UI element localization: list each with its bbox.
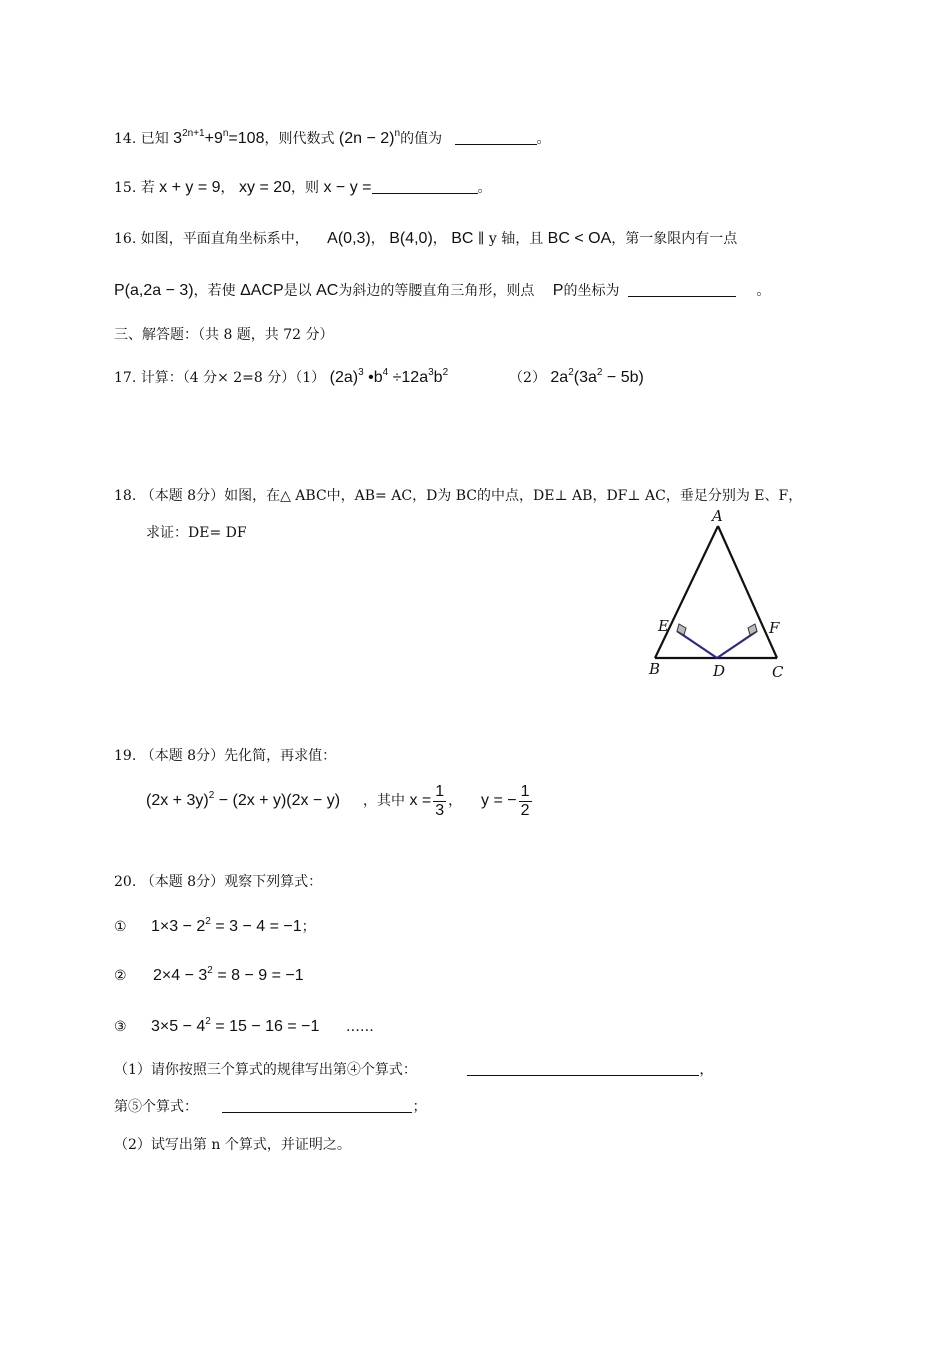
question-20-part-2: （2）试写出第 n 个算式，并证明之。 (114, 1137, 351, 1153)
question-number: 15. (114, 180, 137, 196)
question-16: 16. 如图，平面直角坐标系中， A(0,3)， B(4,0)， BC ∥ y 轴，且 BC < OA，第一象限内有一点 (114, 230, 738, 247)
label-a: A (712, 507, 723, 525)
question-14: 14. 已知 $3^{2n+1}+9^n=108$，则代数式 $(2n - 2)^n$的值为 。 (114, 128, 551, 147)
label-c: C (772, 663, 784, 681)
expression: $(2n - 2)^n$ (338, 128, 401, 147)
answer-blank[interactable] (455, 128, 537, 145)
question-number: 19. (114, 748, 137, 764)
triangle-figure (640, 500, 800, 690)
expression-1: $(2a)^3$ $•b^4 \div 12a^3b^2$ (329, 367, 449, 386)
right-angle-mark-f (748, 624, 757, 635)
question-19-expression: $(2x + 3y)^2 - (2x + y)(2x - y)$ ，其中 x = $\frac{1}{3}$ ， y = − $\frac{1}{2}$ (146, 782, 530, 819)
equation-row-3: ③ $3\times 5 - 4^2 = 15 - 16 = -1$ …… (114, 1016, 374, 1035)
question-number: 17. (114, 370, 137, 386)
question-18: 18. （本题 8分）如图，在△ ABC中，AB= AC，D为 BC的中点，DE⊥ AB，DF⊥ AC，垂足分别为 E、F， (114, 488, 803, 504)
label-b: B (649, 660, 661, 678)
question-number: 18. (114, 488, 137, 504)
answer-blank[interactable] (628, 280, 736, 297)
expression-2: $2a^2(3a^2 - 5b)$ (550, 367, 644, 386)
answer-blank-5[interactable] (222, 1096, 412, 1113)
question-16-continued: P(a,2a − 3)，若使 ΔACP是以 AC为斜边的等腰直角三角形，则点 P的坐标为 。 (114, 282, 771, 299)
question-19: 19. （本题 8分）先化简，再求值： (114, 748, 337, 764)
question-number: 20. (114, 874, 137, 890)
fraction-x: $\frac{1}{3}$ (435, 782, 445, 819)
label-f: F (769, 619, 780, 637)
question-18-prove: 求证：DE= DF (146, 525, 247, 541)
expression: $3^{2n+1}+9^n=108$ (173, 128, 265, 147)
label-e: E (658, 617, 669, 635)
fraction-y: $\frac{1}{2}$ (520, 782, 530, 819)
question-20: 20. （本题 8分）观察下列算式： (114, 874, 323, 890)
question-20-part-1b: 第⑤个算式： ； (114, 1096, 426, 1118)
answer-blank-4[interactable] (467, 1059, 699, 1076)
segment-de (677, 631, 717, 658)
equation-row-2: ② $2\times 4 - 3^2 = 8 - 9 = -1$ (114, 965, 304, 984)
question-17: 17. 计算：（4 分× 2=8 分）（1） $(2a)^3$ $•b^4 \div 12a^3b^2$ （2） $2a^2(3a^2 - 5b)$ (114, 367, 644, 386)
question-15: 15. 若 x + y = 9， xy = 20，则 x − y = 。 (114, 179, 492, 196)
section-heading: 三、解答题：（共 8 题，共 72 分） (114, 327, 334, 343)
answer-blank[interactable] (372, 177, 478, 194)
right-angle-mark-e (677, 624, 686, 635)
segment-df (717, 631, 757, 658)
label-d: D (713, 662, 726, 680)
question-20-part-1: （1）请你按照三个算式的规律写出第④个算式： ， (114, 1059, 713, 1081)
question-number: 14. (114, 131, 137, 147)
question-number: 16. (114, 231, 137, 247)
equation-row-1: ① $1\times 3 - 2^2 = 3 - 4 = -1$； (114, 916, 316, 935)
